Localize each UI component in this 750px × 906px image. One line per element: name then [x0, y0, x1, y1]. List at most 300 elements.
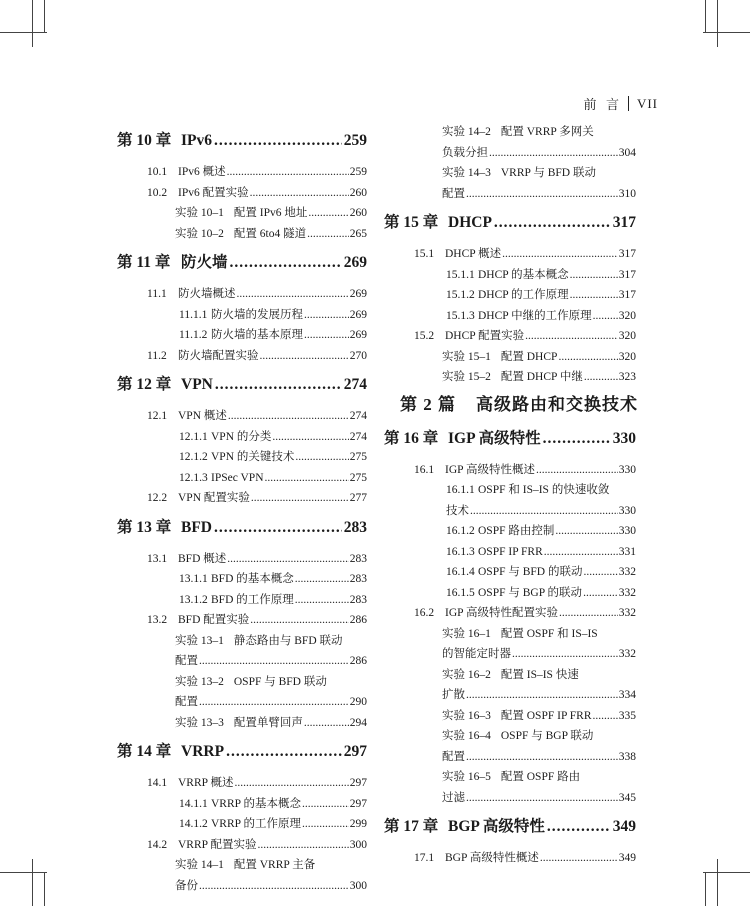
experiment-entry-continued[interactable]: [384, 644, 636, 665]
page-number: 260: [349, 186, 367, 199]
entry-title: 配置单臂回声: [233, 716, 303, 729]
section-entry[interactable]: [384, 244, 636, 265]
experiment-entry[interactable]: [117, 855, 367, 876]
page-number: 317: [618, 289, 636, 301]
entry-title: 防火墙的基本原理: [211, 329, 303, 341]
entry-title: 负载分担: [442, 146, 488, 159]
experiment-entry-continued[interactable]: [384, 788, 636, 809]
crop-mark: [703, 872, 750, 873]
entry-title: 配置 DHCP 中继: [500, 371, 583, 383]
subsection-entry[interactable]: [384, 542, 636, 563]
page-number: 297: [349, 777, 367, 789]
entry-title: OSPF 与 BFD 的联动: [478, 566, 583, 578]
dot-leader: [199, 651, 349, 672]
subsection-entry[interactable]: [384, 285, 636, 306]
chapter-title: IGP 高级特性: [448, 429, 541, 447]
entry-title: OSPF IP FRR: [478, 545, 543, 558]
header-divider: [628, 96, 629, 111]
dot-leader: [227, 162, 349, 183]
section-entry[interactable]: [117, 773, 367, 794]
entry-title: 配置: [442, 750, 465, 763]
entry-title: 扩散: [442, 689, 465, 701]
experiment-entry[interactable]: [117, 224, 367, 245]
entry-number: 14.1: [147, 777, 168, 789]
entry-title: OSPF 与 BGP 的联动: [478, 586, 583, 599]
entry-title: 的智能定时器: [442, 648, 511, 660]
entry-title: 备份: [175, 879, 198, 892]
crop-mark: [32, 859, 33, 906]
entry-number: 11.1.1: [179, 308, 208, 321]
page-number: 300: [349, 838, 367, 851]
entry-number: 实验 16–3: [442, 709, 491, 722]
entry-number: 实验 14–3: [442, 167, 491, 179]
section-entry[interactable]: [117, 183, 367, 204]
toc-column-left: [117, 122, 367, 896]
entry-number: 实验 16–5: [442, 771, 491, 783]
entry-title: 配置 DHCP: [500, 350, 558, 363]
entry-title: DHCP 中继的工作原理: [478, 309, 592, 322]
part-heading: [400, 390, 636, 420]
page-number: 283: [343, 518, 367, 536]
entry-number: 14.1.2: [179, 818, 208, 830]
entry-title: VPN 的关键技术: [211, 451, 295, 463]
dot-leader: [295, 590, 349, 611]
page-number: 300: [349, 879, 367, 892]
subsection-entry[interactable]: [384, 562, 636, 583]
dot-leader: [250, 183, 349, 204]
entry-title: 配置 OSPF 和 IS–IS: [500, 627, 598, 640]
entry-title: 技术: [446, 504, 469, 517]
page-number: 332: [618, 648, 636, 660]
chapter-number: 第 17 章: [384, 818, 439, 835]
entry-title: 防火墙概述: [178, 288, 236, 300]
page-number: 320: [618, 309, 636, 322]
entry-number: 11.2: [147, 349, 167, 362]
experiment-entry[interactable]: [384, 347, 636, 368]
crop-mark: [717, 859, 718, 906]
dot-leader: [494, 214, 611, 232]
dot-leader: [558, 347, 617, 368]
experiment-entry-continued[interactable]: [384, 184, 636, 205]
entry-number: 实验 13–3: [175, 716, 224, 729]
entry-number: 实验 14–1: [175, 859, 224, 871]
entry-title: VRRP 配置实验: [178, 838, 257, 851]
entry-title: BFD 的工作原理: [211, 593, 294, 606]
experiment-entry-continued[interactable]: [384, 143, 636, 164]
chapter-heading[interactable]: [384, 210, 636, 232]
dot-leader: [525, 326, 618, 347]
section-entry[interactable]: [117, 610, 367, 631]
entry-number: 15.1.3: [446, 309, 475, 322]
page-number: 332: [618, 586, 636, 599]
experiment-entry[interactable]: [117, 713, 367, 734]
entry-title: BGP 高级特性概述: [445, 852, 539, 864]
dot-leader: [583, 583, 618, 604]
experiment-entry[interactable]: [384, 163, 636, 184]
entry-number: 11.1.2: [179, 329, 208, 341]
entry-title: DHCP 的工作原理: [478, 289, 569, 301]
entry-title: VPN 的分类: [211, 430, 272, 443]
entry-title: 配置 OSPF 路由: [500, 771, 581, 783]
entry-number: 15.1.2: [446, 289, 475, 301]
experiment-entry-continued[interactable]: [117, 692, 367, 713]
page-number: 260: [349, 207, 367, 219]
dot-leader: [199, 692, 349, 713]
experiment-entry[interactable]: [384, 767, 636, 788]
dot-leader: [555, 521, 617, 542]
page-number: 310: [618, 187, 636, 200]
entry-title: VPN 配置实验: [178, 492, 250, 504]
chapter-number: 第 16 章: [384, 429, 439, 447]
entry-number: 16.1.3: [446, 545, 475, 558]
page-number: 317: [618, 268, 636, 281]
crop-mark: [44, 0, 45, 32]
experiment-entry[interactable]: [117, 672, 367, 693]
chapter-title: VPN: [181, 376, 213, 393]
section-entry[interactable]: [384, 326, 636, 347]
entry-number: 12.1.2: [179, 451, 208, 463]
dot-leader: [466, 184, 618, 205]
entry-number: 实验 15–1: [442, 350, 491, 363]
entry-title: IPv6 概述: [178, 166, 226, 178]
dot-leader: [214, 519, 342, 537]
experiment-entry[interactable]: [117, 631, 367, 652]
entry-number: 10.2: [147, 186, 168, 199]
part-number: 第 2 篇: [400, 394, 456, 414]
page-number: 317: [612, 214, 636, 231]
entry-title: VRRP 与 BFD 联动: [500, 167, 596, 179]
subsection-entry[interactable]: [384, 265, 636, 286]
section-entry[interactable]: [384, 460, 636, 481]
crop-mark: [0, 872, 47, 873]
chapter-number: 第 13 章: [117, 518, 172, 536]
page-number: 275: [349, 451, 367, 463]
section-entry[interactable]: [384, 848, 636, 869]
entry-number: 15.1: [414, 248, 435, 260]
section-entry[interactable]: [384, 603, 636, 624]
crop-mark: [32, 0, 33, 47]
entry-number: 实验 16–1: [442, 627, 491, 640]
header-title: 前 言: [583, 97, 620, 112]
entry-number: 实验 16–4: [442, 730, 491, 742]
dot-leader: [250, 610, 349, 631]
dot-leader: [570, 285, 618, 306]
experiment-entry[interactable]: [384, 665, 636, 686]
page-number: 338: [618, 750, 636, 763]
entry-title: IPv6 配置实验: [178, 186, 249, 199]
subsection-entry[interactable]: [117, 590, 367, 611]
entry-number: 13.2: [147, 614, 168, 626]
subsection-entry[interactable]: [384, 306, 636, 327]
entry-number: 14.1.1: [179, 797, 208, 810]
entry-title: 配置: [442, 187, 465, 200]
dot-leader: [307, 224, 349, 245]
entry-number: 10.1: [147, 166, 168, 178]
entry-title: IGP 高级特性概述: [445, 463, 535, 476]
chapter-heading[interactable]: [384, 814, 636, 836]
dot-leader: [570, 265, 618, 286]
page-number: 349: [618, 852, 636, 864]
entry-title: IGP 高级特性配置实验: [445, 607, 558, 619]
dot-leader: [295, 569, 349, 590]
dot-leader: [584, 367, 618, 388]
chapter-number: 第 15 章: [384, 214, 439, 231]
entry-title: 配置 IS–IS 快速: [500, 668, 579, 681]
dot-leader: [470, 501, 618, 522]
chapter-heading[interactable]: [117, 128, 367, 150]
dot-leader: [228, 406, 349, 427]
entry-title: 配置 VRRP 主备: [233, 859, 316, 871]
dot-leader: [265, 468, 349, 489]
page-number: 277: [349, 492, 367, 504]
entry-title: OSPF 路由控制: [478, 525, 555, 537]
chapter-title: IPv6: [181, 132, 212, 149]
page-number: 349: [612, 818, 636, 835]
entry-title: 配置: [175, 655, 198, 667]
entry-number: 16.1: [414, 463, 435, 476]
page-number: 320: [618, 330, 636, 342]
entry-number: 17.1: [414, 852, 435, 864]
entry-title: 防火墙的发展历程: [211, 308, 303, 321]
page-number: 274: [349, 430, 367, 443]
entry-number: 15.1.1: [446, 268, 475, 281]
chapter-title: DHCP: [448, 214, 492, 231]
subsection-entry[interactable]: [117, 305, 367, 326]
dot-leader: [304, 305, 349, 326]
entry-title: VPN 概述: [178, 410, 227, 422]
entry-title: 配置 VRRP 多网关: [500, 126, 594, 138]
subsection-entry[interactable]: [117, 325, 367, 346]
crop-mark: [705, 872, 706, 906]
dot-leader: [251, 488, 349, 509]
entry-number: 11.1: [147, 288, 167, 300]
page-number: 332: [618, 566, 636, 578]
entry-title: VRRP 的工作原理: [211, 818, 301, 830]
experiment-entry-continued[interactable]: [384, 747, 636, 768]
chapter-heading[interactable]: [384, 426, 636, 448]
dot-leader: [235, 773, 349, 794]
dot-leader: [540, 848, 618, 869]
entry-title: VRRP 的基本概念: [211, 797, 301, 810]
dot-leader: [302, 814, 349, 835]
entry-number: 实验 15–2: [442, 371, 491, 383]
entry-number: 实验 13–1: [175, 634, 224, 647]
dot-leader: [547, 818, 611, 836]
experiment-entry[interactable]: [117, 203, 367, 224]
page-number: 299: [349, 818, 367, 830]
section-entry[interactable]: [117, 549, 367, 570]
entry-title: IPSec VPN: [211, 471, 264, 484]
entry-number: 13.1.1: [179, 573, 208, 585]
page-number: 317: [618, 248, 636, 260]
entry-number: 13.1.2: [179, 593, 208, 606]
page-number: 269: [349, 329, 367, 341]
entry-title: 防火墙配置实验: [178, 349, 259, 362]
dot-leader: [559, 603, 618, 624]
subsection-entry[interactable]: [117, 427, 367, 448]
entry-title: 静态路由与 BFD 联动: [233, 634, 343, 647]
entry-title: 配置: [175, 696, 198, 708]
entry-number: 16.1.5: [446, 586, 475, 599]
subsection-entry[interactable]: [117, 814, 367, 835]
subsection-entry-continued[interactable]: [384, 501, 636, 522]
dot-leader: [226, 743, 342, 761]
entry-number: 16.1.1: [446, 484, 475, 496]
page-number: 286: [349, 614, 367, 626]
page-number: 270: [349, 349, 367, 362]
subsection-entry[interactable]: [117, 468, 367, 489]
page-number: 332: [618, 607, 636, 619]
page-number: 331: [618, 545, 636, 558]
page-number: 269: [349, 308, 367, 321]
dot-leader: [466, 685, 618, 706]
subsection-entry[interactable]: [384, 521, 636, 542]
entry-title: VRRP 概述: [178, 777, 234, 789]
entry-title: OSPF 和 IS–IS 的快速收敛: [478, 484, 610, 496]
chapter-heading[interactable]: [117, 739, 367, 761]
experiment-entry[interactable]: [384, 726, 636, 747]
page-number: 269: [349, 288, 367, 300]
crop-mark: [703, 32, 750, 33]
entry-number: 12.1: [147, 410, 168, 422]
entry-number: 13.1: [147, 552, 168, 565]
experiment-entry-continued[interactable]: [117, 876, 367, 897]
dot-leader: [466, 747, 618, 768]
chapter-number: 第 12 章: [117, 376, 172, 393]
entry-title: BFD 配置实验: [178, 614, 250, 626]
dot-leader: [230, 254, 342, 272]
experiment-entry[interactable]: [384, 706, 636, 727]
page-number: 274: [349, 410, 367, 422]
entry-number: 实验 10–1: [175, 207, 224, 219]
subsection-entry[interactable]: [384, 583, 636, 604]
dot-leader: [214, 132, 342, 150]
dot-leader: [295, 447, 348, 468]
toc-column-right: [384, 122, 636, 869]
page-number: 320: [618, 350, 636, 363]
page-number: 265: [349, 227, 367, 240]
entry-title: OSPF 与 BGP 联动: [500, 730, 594, 742]
subsection-entry[interactable]: [384, 480, 636, 501]
entry-number: 16.2: [414, 607, 435, 619]
chapter-heading[interactable]: [117, 372, 367, 394]
entry-title: BFD 的基本概念: [211, 573, 294, 585]
entry-number: 15.2: [414, 330, 435, 342]
experiment-entry-continued[interactable]: [384, 685, 636, 706]
entry-number: 16.1.2: [446, 525, 475, 537]
page-number: 283: [349, 593, 367, 606]
page-number: 323: [618, 371, 636, 383]
page-number: 335: [618, 709, 636, 722]
dot-leader: [544, 542, 618, 563]
part-title: 高级路由和交换技术: [476, 394, 638, 414]
page-number: 286: [349, 655, 367, 667]
chapter-title: VRRP: [181, 743, 225, 760]
dot-leader: [593, 306, 618, 327]
entry-title: 配置 OSPF IP FRR: [500, 709, 592, 722]
crop-mark: [44, 872, 45, 906]
experiment-entry[interactable]: [384, 367, 636, 388]
entry-number: 实验 14–2: [442, 126, 491, 138]
entry-title: 配置 6to4 隧道: [233, 227, 307, 240]
entry-title: DHCP 概述: [445, 248, 502, 260]
dot-leader: [304, 325, 349, 346]
header-page-number: VII: [636, 95, 658, 111]
dot-leader: [489, 143, 618, 164]
page-number: 269: [343, 254, 367, 271]
chapter-title: 防火墙: [181, 254, 228, 271]
entry-title: 过滤: [442, 791, 465, 804]
section-entry[interactable]: [117, 488, 367, 509]
entry-number: 12.2: [147, 492, 168, 504]
section-entry[interactable]: [117, 284, 367, 305]
section-entry[interactable]: [117, 162, 367, 183]
entry-number: 14.2: [147, 838, 168, 851]
entry-title: OSPF 与 BFD 联动: [233, 675, 327, 688]
entry-number: 12.1.3: [179, 471, 208, 484]
page-number: 297: [343, 743, 367, 760]
chapter-number: 第 10 章: [117, 132, 172, 149]
dot-leader: [237, 284, 349, 305]
experiment-entry-continued[interactable]: [117, 651, 367, 672]
subsection-entry[interactable]: [117, 447, 367, 468]
entry-number: 16.1.4: [446, 566, 475, 578]
dot-leader: [536, 460, 618, 481]
dot-leader: [304, 713, 349, 734]
dot-leader: [227, 549, 349, 570]
running-header: [583, 94, 658, 113]
dot-leader: [502, 244, 618, 265]
dot-leader: [466, 788, 618, 809]
dot-leader: [258, 835, 349, 856]
chapter-heading[interactable]: [117, 515, 367, 537]
dot-leader: [512, 644, 618, 665]
page-number: 259: [349, 166, 367, 178]
dot-leader: [199, 876, 349, 897]
subsection-entry[interactable]: [117, 794, 367, 815]
experiment-entry[interactable]: [384, 122, 636, 143]
entry-number: 12.1.1: [179, 430, 208, 443]
page-number: 330: [618, 504, 636, 517]
chapter-heading[interactable]: [117, 250, 367, 272]
entry-number: 实验 10–2: [175, 227, 224, 240]
page-number: 330: [612, 429, 636, 447]
crop-mark: [717, 0, 718, 47]
chapter-number: 第 14 章: [117, 743, 172, 760]
section-entry[interactable]: [117, 346, 367, 367]
entry-title: 配置 IPv6 地址: [233, 207, 308, 219]
page-number: 334: [618, 689, 636, 701]
chapter-number: 第 11 章: [117, 254, 171, 271]
page-number: 283: [349, 573, 367, 585]
entry-number: 实验 16–2: [442, 668, 491, 681]
entry-title: BFD 概述: [178, 552, 227, 565]
subsection-entry[interactable]: [117, 569, 367, 590]
dot-leader: [543, 430, 611, 448]
dot-leader: [308, 203, 348, 224]
page-number: 304: [618, 146, 636, 159]
crop-mark: [0, 32, 47, 33]
page-number: 345: [618, 791, 636, 804]
crop-mark: [705, 0, 706, 32]
dot-leader: [584, 562, 618, 583]
section-entry[interactable]: [117, 406, 367, 427]
page-number: 259: [343, 132, 367, 149]
section-entry[interactable]: [117, 835, 367, 856]
page-number: 294: [349, 716, 367, 729]
entry-title: DHCP 的基本概念: [478, 268, 569, 281]
experiment-entry[interactable]: [384, 624, 636, 645]
